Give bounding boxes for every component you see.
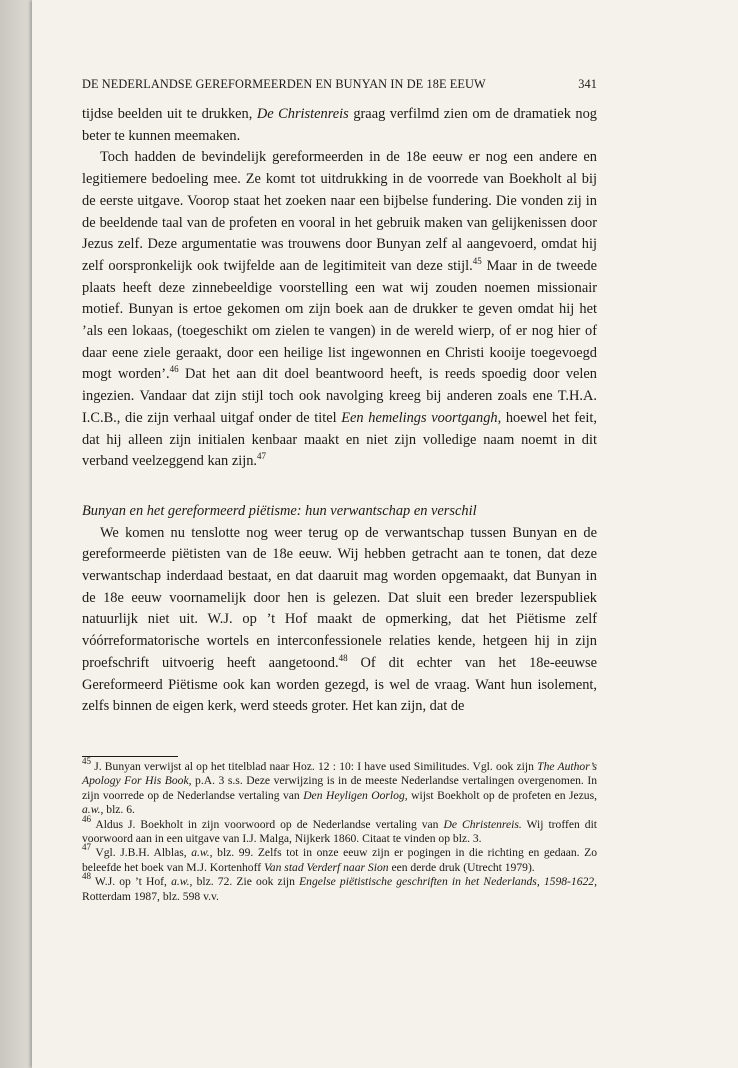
footnote-ref-46: 46 [169,364,179,375]
text-run: Rotterdam 1987, blz. 598 v.v. [82,889,219,903]
footnote-48 [82,871,597,904]
footnote-45 [82,756,598,818]
running-title: DE NEDERLANDSE GEREFORMEERDEN EN BUNYAN IN DE 18E EEUW [82,77,486,91]
text-run: Of dit echter van het 18e-eeuwse Gereformeerd Piëtisme ook kan worden gezegd, is wel de vraag. Want hun isolement, zelfs binnen de eigen kerk, werd steeds groter. Het kan zijn, dat de [82,654,597,715]
text-run: Vgl. J.B.H. Alblas, [91,846,192,860]
footnotes [82,756,598,904]
book-title: De Christenreis [256,106,349,122]
book-title: De Christenreis. [443,817,522,831]
text-run: p.A. 3 s.s. Deze verwijzing is in de meeste Nederlandse vertalingen overgenomen. In zijn voorrede op de Nederlandse vertaling van [82,774,597,802]
book-title: Van stad Verderf naar Sion [264,860,389,874]
footnote-47 [82,842,598,875]
footnote-number: 46 [82,813,91,824]
text-run: Maar in de tweede plaats heeft deze zinnebeeldige voorstelling een wat wij zouden noemen missionair motief. Bunyan is ertoe gekomen om zijn boek aan de drukker te geven omdat hij het ’als een lokaas, (toegeschikt om zielen te vangen) in de wereld wierp, of er nog hier of daar eene ziele geraakt, door een heilige list ingewonnen en Christi kooije toegevoegd mogt worden’. [82,257,598,383]
footnote-ref-45: 45 [472,255,482,266]
page-number: 341 [578,77,597,91]
footnote-46 [82,813,598,847]
footnote-ref-47: 47 [257,451,267,462]
text-run: tijdse beelden uit te drukken, [82,106,257,122]
text-run: een derde druk (Utrecht 1979). [388,860,535,874]
running-header [82,77,597,92]
footnote-number: 47 [82,842,91,853]
text-run: blz. 6. [103,803,135,817]
paragraph [82,147,597,473]
text-run: blz. 72. Zie ook zijn [192,875,300,889]
citation-abbrev: a.w., [191,846,213,860]
text-run: Dat het aan dit doel beantwoord heeft, is reeds spoedig door velen ingezien. Vandaar dat zijn stijl toch ook navolging kreeg bij anderen zoals ene T.H.A. I.C.B., die zijn verhaal uitgaf onder de titel [82,366,597,426]
book-title: Engelse piëtistische geschriften in het Nederlands, 1598-1622, [299,875,597,889]
citation-abbrev: a.w., [82,803,104,817]
book-title: The Author’s Apology For His Book, [82,760,598,788]
text-run: blz. 99. Zelfs tot in onze eeuw zijn er pogingen in die richting en gedaan. Zo beleefde het boek van M.J. Kortenhoff [82,846,598,874]
text-run: wijst Boekholt op de profeten en Jezus, [407,788,597,802]
text-run: Aldus J. Boekholt in zijn voorwoord op de Nederlandse vertaling van [91,817,444,831]
scan-edge [0,0,32,1068]
text-run: graag verfilmd zien om de dramatiek nog beter te kunnen meemaken. [82,106,597,144]
paragraph [82,523,597,718]
footnote-number: 48 [82,871,91,882]
book-title: Den Heyligen Oorlog, [303,788,408,802]
text-run: W.J. op ’t Hof, [91,875,172,889]
main-text [82,104,597,718]
citation-abbrev: a.w., [171,875,193,889]
section-heading: Bunyan en het gereformeerd piëtisme: hun verwantschap en verschil [82,502,477,519]
book-title: Een hemelings voortgangh, [341,409,502,426]
paragraph-continuation [82,104,597,147]
footnote-ref-48: 48 [338,652,348,663]
footnote-rule [82,756,178,757]
text-run: J. Bunyan verwijst al op het titelblad naar Hoz. 12 : 10: I have used Similitudes. Vgl. ook zijn [91,760,538,773]
text-run: Wij troffen dit voorwoord aan in een uitgave van I.J. Malga, Nijkerk 1860. Citaat te vinden op blz. 3. [82,817,598,846]
footnote-number: 45 [82,756,91,766]
text-run: We komen nu tenslotte nog weer terug op de verwantschap tussen Bunyan en de gereformeerde piëtisten van de 18e eeuw. Wij hebben getracht aan te tonen, dat deze verwantschap inderdaad bestaat, en dat daaruit mag worden opgemaakt, dat Bunyan in de 18e eeuw voornamelijk door hen is gelezen. Dat sluit een breder lezerspubliek natuurlijk niet uit. W.J. op ’t Hof maakt de opmerking, dat het Piëtisme zelf vóórreformatorische wortels en interconfessionele relaties kende, hetgeen hij in zijn proefschrift uitvoerig heeft aangetoond. [82,524,597,671]
text-run: Toch hadden de bevindelijk gereformeerden in de 18e eeuw er nog een andere en legitiemere bedoeling mee. Ze komt tot uitdrukking in de voorrede van Boekholt al bij de eerste uitgave. Voorop staat het zoeken naar een bijbelse fundering. Die vonden zij in de beeldende taal van de profeten en vooral in het gebruik maken van gelijkenissen door Jezus zelf. Deze argumentatie was trouwens door Bunyan zelf al aangevoerd, omdat hij zelf oorspronkelijk ook twijfelde aan de legitimiteit van deze stijl. [82,149,597,274]
text-run: hoewel het feit, dat hij alleen zijn initialen kenbaar maakt en niet zijn volledige naam noemt in dit verband veelzeggend kan zijn. [82,409,598,470]
